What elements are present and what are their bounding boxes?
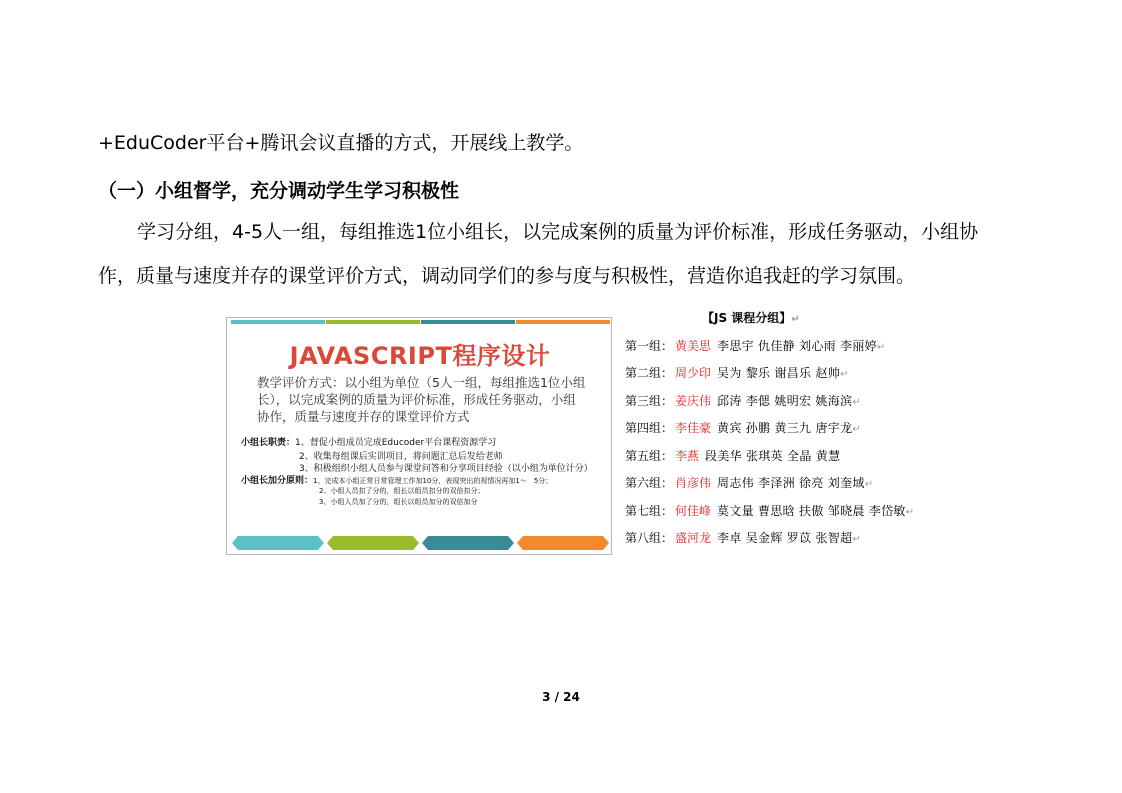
group-leader: 姜庆伟	[675, 394, 712, 408]
paragraph-mark-icon: ↵	[876, 342, 886, 353]
slide-top-bar-teal	[231, 320, 325, 324]
slide-bonus-line-1	[241, 473, 552, 486]
slide-bonus-label: 小组长加分原则：	[241, 476, 314, 486]
group-row-8	[625, 529, 861, 546]
group-label: 第一组：	[625, 339, 674, 353]
slide-duty-1: 1、督促小组成员完成Educoder平台课程资源学习	[295, 438, 497, 448]
group-leader: 肖彦伟	[675, 476, 712, 490]
group-leader: 周少印	[675, 366, 712, 380]
groups-title	[702, 309, 800, 326]
paragraph-mark-icon: ↵	[864, 479, 874, 490]
slide-arrow-dark-teal	[422, 536, 514, 550]
slide-duties-label: 小组长职责：	[241, 438, 296, 448]
slide-body: 教学评价方式：以小组为单位（5人一组，每组推选1位小组长），以完成案例的质量为评价标准，形成任务驱动，小组协作，质量与速度并存的课堂评价方式	[257, 375, 586, 424]
slide-arrow-orange	[517, 536, 609, 550]
slide-top-bar-green	[326, 320, 420, 324]
slide-image	[226, 317, 612, 555]
paragraph-mark-icon: ↵	[852, 534, 861, 545]
slide-top-bar-dark-teal	[421, 320, 515, 324]
slide-bonus-1: 1、完成本小组正常日常管理工作加10分，表现突出的视情况再加1～ 5分；	[313, 477, 553, 485]
group-label: 第五组：	[625, 449, 674, 463]
group-leader: 盛河龙	[675, 531, 712, 545]
slide-bonus-3: 3、小组人员加了分的，组长以组员加分的双倍加分	[319, 498, 478, 506]
groups-title-text: 【JS 课程分组】	[702, 311, 792, 325]
paragraph-line-2: 作，质量与速度并存的课堂评价方式，调动同学们的参与度与积极性，营造你追我赶的学习氛围。	[98, 265, 916, 287]
group-members: 莫文量 曹思晗 扶傲 邹晓晨 李岱敏	[717, 504, 906, 518]
paragraph-mark-icon: ↵	[791, 314, 800, 325]
page-number: 3 / 24	[542, 690, 580, 704]
group-leader: 李燕	[675, 449, 700, 463]
slide-duty-2: 2、收集每组课后实训项目，将问题汇总后发给老师	[299, 452, 503, 462]
paragraph-mark-icon: ↵	[840, 369, 849, 380]
group-row-4	[625, 419, 861, 436]
slide-top-bar-orange	[516, 320, 610, 324]
slide-arrow-teal	[232, 536, 324, 550]
group-members: 李思宇 仇佳静 刘心雨 李丽婷	[717, 339, 877, 353]
group-label: 第四组：	[625, 421, 674, 435]
slide-title: JAVASCRIPT程序设计	[289, 342, 551, 370]
slide-duty-line-1	[241, 435, 496, 448]
group-row-5	[625, 447, 840, 464]
group-members: 黄宾 孙鹏 黄三九 唐宇龙	[717, 421, 853, 435]
paragraph-mark-icon: ↵	[852, 424, 861, 435]
paragraph-mark-icon: ↵	[852, 397, 861, 408]
group-members: 邱涛 李偲 姚明宏 姚海滨	[717, 394, 853, 408]
group-label: 第八组：	[625, 531, 674, 545]
group-members: 吴为 黎乐 谢昌乐 赵帅	[717, 366, 841, 380]
group-label: 第三组：	[625, 394, 674, 408]
group-leader: 黄美思	[675, 339, 712, 353]
slide-duty-3: 3、积极组织小组人员参与课堂问答和分享项目经验（以小组为单位计分）	[299, 464, 593, 474]
group-label: 第七组：	[625, 504, 674, 518]
slide-bonus-2: 2、小组人员扣了分的，组长以组员扣分的双倍扣分；	[319, 487, 485, 495]
slide-arrow-green	[327, 536, 419, 550]
group-row-6	[625, 474, 873, 491]
body-line-1: +EduCoder平台+腾讯会议直播的方式，开展线上教学。	[98, 132, 584, 154]
group-members: 李卓 吴金辉 罗苡 张智超	[717, 531, 853, 545]
section-heading: （一）小组督学，充分调动学生学习积极性	[98, 180, 460, 202]
paragraph-mark-icon: ↵	[905, 507, 915, 518]
group-row-7	[625, 502, 914, 519]
group-row-3	[625, 392, 861, 409]
paragraph-line-1: 学习分组，4-5人一组，每组推选1位小组长，以完成案例的质量为评价标准，形成任务驱动，小组协	[137, 221, 979, 243]
group-members: 段美华 张琪英 全晶 黄慧	[705, 449, 841, 463]
group-leader: 何佳峰	[675, 504, 712, 518]
group-leader: 李佳豪	[675, 421, 712, 435]
group-row-1	[625, 337, 885, 354]
group-members: 周志伟 李泽洲 徐亮 刘奎域	[717, 476, 865, 490]
group-row-2	[625, 364, 848, 381]
group-label: 第六组：	[625, 476, 674, 490]
group-label: 第二组：	[625, 366, 674, 380]
